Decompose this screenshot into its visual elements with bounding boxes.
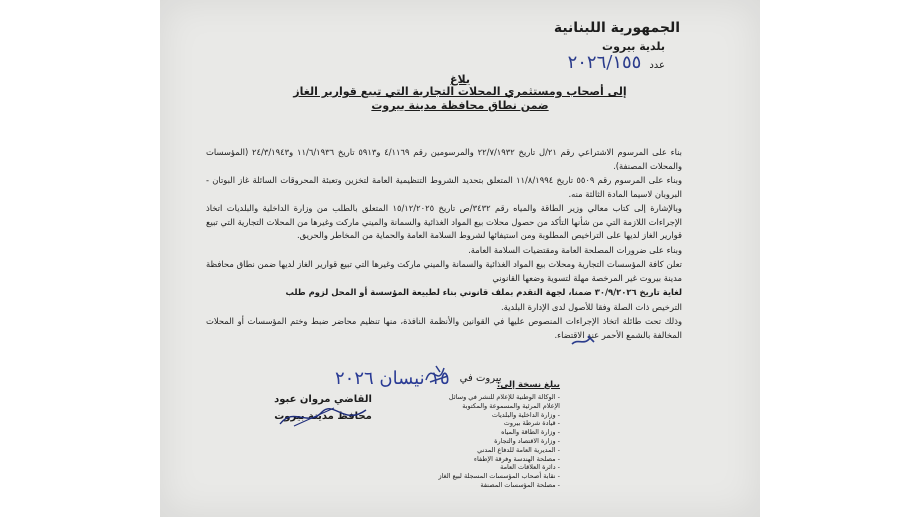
body-paragraph: وبناء على ضرورات المصلحة العامة ومقتضيات السلامة العامة. [468, 244, 682, 255]
body-paragraph: وبناء على المرسوم رقم ٥٥٠٩ تاريخ ١١/٨/١٩٩٤ المتعلق بتحديد الشروط التنظيمية العامة لتخزين وتعبئة المحروقات السائلة غاز البوتان - البروبان لاسيما المادة الثالثة منه. [206, 175, 682, 199]
distribution-item: - وزارة الاقتصاد والتجارة [494, 436, 560, 445]
date-value: ١٥ نيسان ٢٠٢٦ [335, 368, 450, 389]
distribution-item: - قيادة شرطة بيروت [503, 419, 560, 428]
distribution-item: - الوكالة الوطنية للإعلام للنشر في وسائل [448, 393, 560, 401]
title-scope: ضمن نطاق محافظة مدينة بيروت [371, 99, 549, 112]
reference-number-value: ٢٠٢٦/١٥٥ [567, 52, 642, 73]
reference-number-label: عدد [649, 60, 665, 71]
letter-body [206, 146, 682, 343]
signer-role: محافظ مدينة بيروت [274, 411, 372, 422]
header-republic: الجمهورية اللبنانية [553, 20, 680, 36]
signer-name: القاضي مروان عبود [274, 394, 372, 405]
reference-number-line [568, 52, 665, 73]
body-paragraph: وبالإشارة إلى كتاب معالي وزير الطاقة والمياه رقم ٣٤٣٢/ص تاريخ ١٥/١٢/٢٠٢٥ المتعلق بالطلب من وزارة الداخلية والبلديات اتخاذ الإجراءات اللازمة التي من شأنها التأكد من حصول محلات بيع المواد الغذائية والسمانة والميني ماركت وغيرها من المحلات التجارية التي تبيع قوارير الغاز لديها على التراخيص المطلوبة ومن استيفائها لشروط السلامة العامة والحماية من المخاطر والحريق. [206, 203, 682, 240]
distribution-item: - مصلحة المؤسسات المصنفة [480, 480, 560, 489]
distribution-item: - وزارة الطاقة والمياه [501, 428, 560, 437]
header-municipality: بلدية بيروت [602, 40, 665, 53]
body-paragraph-deadline: لغاية تاريخ ٣٠/٩/٢٠٢٦ ضمنا، لجهة التقدم بملف قانوني بناء لطبيعة المؤسسة أو المحل لزوم طلب [285, 287, 682, 297]
signature-stamp-icon [274, 402, 374, 432]
distribution-item: - مصلحة الهندسة وفرقة الإطفاء [473, 454, 560, 463]
body-paragraph: بناء على المرسوم الاشتراعي رقم ٢١/ل تاريخ ٢٢/٧/١٩٣٢ والمرسومين رقم ٤/١١٦٩ و٥٩١٣ تاريخ ١١/٦/١٩٣٦ و٢٤/٣/١٩٤٣ (المؤسسات والمحلات المصنفة). [206, 147, 682, 171]
date-label: بيروت في [459, 373, 502, 384]
body-paragraph: تعلن كافة المؤسسات التجارية ومحلات بيع المواد الغذائية والسمانة والميني ماركت وغيرها التي تبيع قوارير الغاز لديها ضمن نطاق محافظة مدينة بيروت غير المرخصة مهلة لتسوية وضعها القانوني [206, 259, 682, 283]
letter-page [160, 0, 760, 517]
distribution-item: - دائرة العلاقات العامة [500, 463, 560, 472]
title-notice: بلاغ [450, 73, 470, 86]
distribution-item: - وزارة الداخلية والبلديات [491, 410, 560, 419]
distribution-item: الإعلام المرئية والمسموعة والمكتوبة [462, 401, 560, 410]
distribution-item: - نقابة أصحاب المؤسسات المسجلة لبيع الغاز [438, 472, 560, 481]
title-addressees: إلى أصحاب ومستثمري المحلات التجارية التي تبيع قوارير الغاز [293, 85, 627, 98]
distribution-item: - المديرية العامة للدفاع المدني [477, 445, 560, 454]
distribution-title: يبلغ نسخة إلى: [496, 380, 560, 390]
distribution-list [410, 380, 560, 490]
handwritten-mark-icon [570, 332, 598, 350]
body-paragraph: الترخيص ذات الصلة وفقا للأصول لدى الإدارة البلدية. [500, 301, 682, 312]
body-paragraph: وذلك تحت طائلة اتخاذ الإجراءات المنصوص عليها في القوانين والأنظمة النافذة، منها تنظيم محاضر ضبط وختم المؤسسات أو المحلات المخالفة بالشمع الأحمر عند الاقتضاء. [206, 316, 682, 340]
